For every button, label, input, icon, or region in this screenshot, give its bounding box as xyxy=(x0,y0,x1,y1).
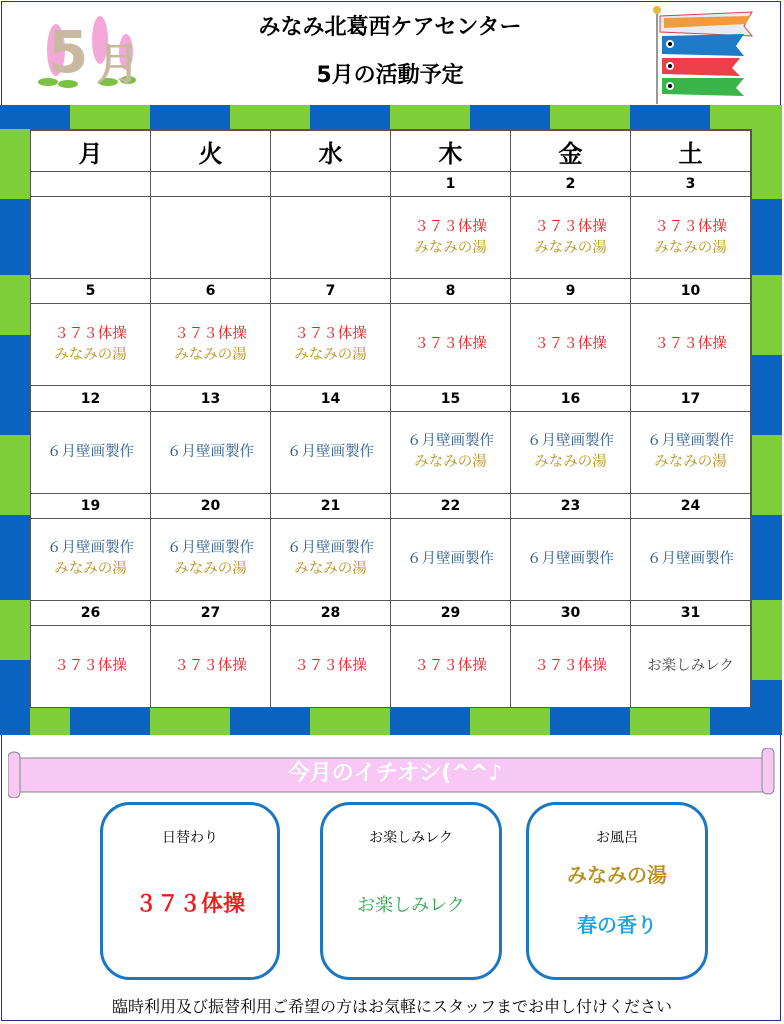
day-cell xyxy=(631,626,751,708)
activity-hekiga: ６月壁画製作 xyxy=(647,550,734,567)
date-row xyxy=(31,279,751,304)
date-number: 30 xyxy=(511,600,631,625)
activity-hekiga: ６月壁画製作 xyxy=(647,433,734,450)
date-number: 23 xyxy=(511,493,631,518)
day-cell xyxy=(391,626,511,708)
activity-taiso: ３７３体操 xyxy=(294,658,367,675)
day-cell xyxy=(391,197,511,279)
activity-taiso: ３７３体操 xyxy=(54,658,127,675)
date-row xyxy=(31,600,751,625)
card-daily xyxy=(100,802,280,980)
weekday-thu: 木 xyxy=(391,131,511,172)
date-number: 27 xyxy=(151,600,271,625)
day-cell xyxy=(631,197,751,279)
activity-hekiga: ６月壁画製作 xyxy=(167,443,254,460)
activity-taiso: ３７３体操 xyxy=(534,218,607,235)
date-number: 22 xyxy=(391,493,511,518)
activity-reku: お楽しみレク xyxy=(647,658,734,675)
card-daily-item: ３７３体操 xyxy=(134,892,245,917)
activity-taiso: ３７３体操 xyxy=(174,325,247,342)
day-cell xyxy=(511,411,631,493)
date-number: 29 xyxy=(391,600,511,625)
day-cell xyxy=(31,411,151,493)
date-number: 28 xyxy=(271,600,391,625)
weekday-mon: 月 xyxy=(31,131,151,172)
weekday-sat: 土 xyxy=(631,131,751,172)
activity-row xyxy=(31,626,751,708)
card-bath-item-1: みなみの湯 xyxy=(567,863,667,887)
weekday-header-row xyxy=(31,131,751,172)
day-cell xyxy=(271,304,391,386)
activity-taiso: ３７３体操 xyxy=(54,325,127,342)
activity-row xyxy=(31,304,751,386)
activity-hekiga: ６月壁画製作 xyxy=(287,443,374,460)
card-bath-title: お風呂 xyxy=(596,830,638,846)
activity-minami: みなみの湯 xyxy=(174,346,247,363)
day-cell xyxy=(391,304,511,386)
activity-taiso: ３７３体操 xyxy=(414,218,487,235)
date-number: 16 xyxy=(511,386,631,411)
card-recreation-item: お楽しみレク xyxy=(357,895,465,916)
date-number xyxy=(31,172,151,197)
activity-row xyxy=(31,197,751,279)
date-number: 14 xyxy=(271,386,391,411)
day-cell xyxy=(151,411,271,493)
day-cell xyxy=(511,304,631,386)
day-cell xyxy=(271,626,391,708)
day-cell xyxy=(31,304,151,386)
card-recreation-title: お楽しみレク xyxy=(369,830,453,846)
activity-row xyxy=(31,411,751,493)
date-row xyxy=(31,172,751,197)
footer-note: 臨時利用及び振替利用ご希望の方はお気軽にスタッフまでお申し付けください xyxy=(111,997,672,1016)
activity-taiso: ３７３体操 xyxy=(534,658,607,675)
date-number: 12 xyxy=(31,386,151,411)
activity-hekiga: ６月壁画製作 xyxy=(167,540,254,557)
date-row xyxy=(31,386,751,411)
activity-minami: みなみの湯 xyxy=(414,454,487,471)
day-cell xyxy=(31,197,151,279)
card-bath-item-2: 春の香り xyxy=(577,913,657,937)
date-number: 17 xyxy=(631,386,751,411)
activity-minami: みなみの湯 xyxy=(294,346,367,363)
day-cell xyxy=(391,518,511,600)
day-cell xyxy=(271,518,391,600)
center-name: みなみ北葛西ケアセンター xyxy=(258,15,522,40)
day-cell xyxy=(31,626,151,708)
card-daily-title: 日替わり xyxy=(162,830,218,846)
activity-hekiga: ６月壁画製作 xyxy=(47,540,134,557)
day-cell xyxy=(631,304,751,386)
activity-taiso: ３７３体操 xyxy=(414,658,487,675)
activity-hekiga: ６月壁画製作 xyxy=(527,550,614,567)
activity-taiso: ３７３体操 xyxy=(534,336,607,353)
activity-hekiga: ６月壁画製作 xyxy=(407,433,494,450)
page-title: 5月の活動予定 xyxy=(316,63,464,88)
activity-minami: みなみの湯 xyxy=(654,239,727,256)
day-cell xyxy=(271,197,391,279)
activity-taiso: ３７３体操 xyxy=(414,336,487,353)
day-cell xyxy=(511,626,631,708)
recommend-banner: 今月のイチオシ(^^♪ xyxy=(287,761,503,786)
month-badge xyxy=(38,10,138,92)
activity-minami: みなみの湯 xyxy=(294,561,367,578)
day-cell xyxy=(631,518,751,600)
weekday-tue: 火 xyxy=(151,131,271,172)
date-number xyxy=(151,172,271,197)
activity-minami: みなみの湯 xyxy=(414,239,487,256)
date-number: 9 xyxy=(511,279,631,304)
weekday-fri: 金 xyxy=(511,131,631,172)
date-number: 6 xyxy=(151,279,271,304)
day-cell xyxy=(271,411,391,493)
activity-taiso: ３７３体操 xyxy=(654,218,727,235)
date-number: 20 xyxy=(151,493,271,518)
card-recreation xyxy=(320,802,502,980)
date-row xyxy=(31,493,751,518)
date-number: 26 xyxy=(31,600,151,625)
activity-minami: みなみの湯 xyxy=(54,561,127,578)
date-number: 24 xyxy=(631,493,751,518)
activity-hekiga: ６月壁画製作 xyxy=(47,443,134,460)
day-cell xyxy=(391,411,511,493)
date-number: 13 xyxy=(151,386,271,411)
day-cell xyxy=(151,197,271,279)
date-number: 15 xyxy=(391,386,511,411)
date-number: 10 xyxy=(631,279,751,304)
koinobori-icon xyxy=(640,2,760,104)
activity-minami: みなみの湯 xyxy=(654,454,727,471)
date-number: 19 xyxy=(31,493,151,518)
date-number: 2 xyxy=(511,172,631,197)
day-cell xyxy=(31,518,151,600)
date-number: 8 xyxy=(391,279,511,304)
date-number: 7 xyxy=(271,279,391,304)
month-kanji: 月 xyxy=(96,39,140,90)
calendar-body xyxy=(31,172,751,708)
activity-hekiga: ６月壁画製作 xyxy=(527,433,614,450)
activity-minami: みなみの湯 xyxy=(534,239,607,256)
day-cell xyxy=(511,197,631,279)
date-number xyxy=(271,172,391,197)
activity-minami: みなみの湯 xyxy=(534,454,607,471)
date-number: 1 xyxy=(391,172,511,197)
date-number: 31 xyxy=(631,600,751,625)
activity-taiso: ３７３体操 xyxy=(654,336,727,353)
day-cell xyxy=(151,626,271,708)
month-number: 5 xyxy=(48,18,89,86)
activity-taiso: ３７３体操 xyxy=(174,658,247,675)
activity-minami: みなみの湯 xyxy=(174,561,247,578)
calendar-table xyxy=(30,130,751,708)
date-number: 21 xyxy=(271,493,391,518)
date-number: 5 xyxy=(31,279,151,304)
day-cell xyxy=(631,411,751,493)
activity-hekiga: ６月壁画製作 xyxy=(407,550,494,567)
activity-hekiga: ６月壁画製作 xyxy=(287,540,374,557)
card-bath xyxy=(526,802,708,980)
date-number: 3 xyxy=(631,172,751,197)
activity-row xyxy=(31,518,751,600)
weekday-wed: 水 xyxy=(271,131,391,172)
day-cell xyxy=(151,518,271,600)
day-cell xyxy=(151,304,271,386)
day-cell xyxy=(511,518,631,600)
activity-minami: みなみの湯 xyxy=(54,346,127,363)
activity-taiso: ３７３体操 xyxy=(294,325,367,342)
